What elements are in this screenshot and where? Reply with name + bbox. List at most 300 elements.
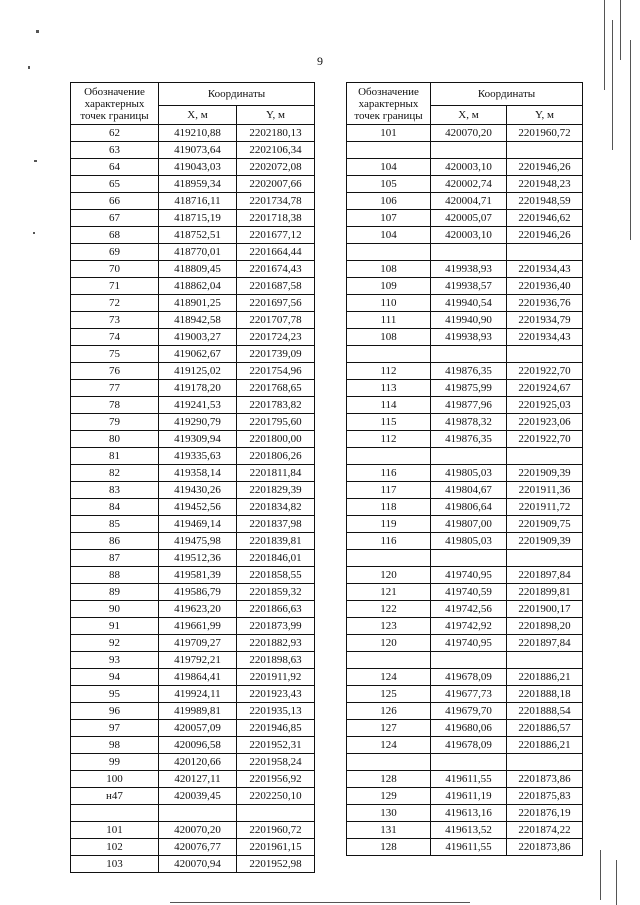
- scan-edge-line: [616, 860, 617, 905]
- x-coordinate-cell: [431, 448, 507, 465]
- point-id-cell: 112: [347, 431, 431, 448]
- x-coordinate-cell: [431, 346, 507, 363]
- x-coordinate-cell: 420039,45: [159, 788, 237, 805]
- y-coordinate-cell: 2201687,58: [237, 278, 315, 295]
- point-id-cell: 103: [71, 856, 159, 873]
- table-row: [71, 737, 315, 754]
- x-coordinate-cell: [431, 244, 507, 261]
- table-row: [71, 465, 315, 482]
- y-coordinate-cell: 2201718,38: [237, 210, 315, 227]
- point-id-cell: 75: [71, 346, 159, 363]
- point-id-cell: 127: [347, 720, 431, 737]
- x-coordinate-cell: 419709,27: [159, 635, 237, 652]
- x-coordinate-cell: [431, 754, 507, 771]
- point-id-cell: 111: [347, 312, 431, 329]
- point-id-cell: 91: [71, 618, 159, 635]
- point-id-cell: 76: [71, 363, 159, 380]
- x-coordinate-cell: 420002,74: [431, 176, 507, 193]
- point-id-cell: 97: [71, 720, 159, 737]
- y-coordinate-cell: 2201888,18: [507, 686, 583, 703]
- table-row: [71, 329, 315, 346]
- x-coordinate-cell: [431, 550, 507, 567]
- table-row: [347, 822, 583, 839]
- scan-edge-line: [600, 850, 601, 900]
- point-id-cell: 85: [71, 516, 159, 533]
- x-coordinate-cell: 419178,20: [159, 380, 237, 397]
- table-row: [71, 516, 315, 533]
- point-id-cell: 118: [347, 499, 431, 516]
- x-coordinate-cell: 419613,16: [431, 805, 507, 822]
- point-id-cell: 81: [71, 448, 159, 465]
- y-coordinate-cell: 2201946,62: [507, 210, 583, 227]
- point-id-cell: 120: [347, 635, 431, 652]
- y-coordinate-cell: 2201739,09: [237, 346, 315, 363]
- point-id-cell: 74: [71, 329, 159, 346]
- point-id-cell: 84: [71, 499, 159, 516]
- y-coordinate-cell: 2201873,86: [507, 839, 583, 856]
- x-coordinate-cell: 419989,81: [159, 703, 237, 720]
- y-coordinate-cell: 2201960,72: [507, 125, 583, 142]
- x-coordinate-cell: 419740,95: [431, 635, 507, 652]
- x-coordinate-cell: 418809,45: [159, 261, 237, 278]
- scan-edge-line: [612, 20, 613, 150]
- coordinates-table-right: [346, 82, 583, 856]
- y-coordinate-cell: 2201898,63: [237, 652, 315, 669]
- y-coordinate-cell: 2201873,86: [507, 771, 583, 788]
- table-row: [71, 142, 315, 159]
- table-row: [71, 652, 315, 669]
- table-row: [347, 329, 583, 346]
- point-id-cell: 117: [347, 482, 431, 499]
- point-id-cell: 116: [347, 533, 431, 550]
- x-coordinate-cell: 420076,77: [159, 839, 237, 856]
- point-id-cell: 94: [71, 669, 159, 686]
- x-coordinate-cell: 419792,21: [159, 652, 237, 669]
- table-row: [71, 703, 315, 720]
- table-row: [71, 720, 315, 737]
- scan-edge-line: [620, 0, 621, 60]
- table-row: [347, 839, 583, 856]
- table-row: [71, 448, 315, 465]
- x-coordinate-cell: 419679,70: [431, 703, 507, 720]
- point-id-cell: 104: [347, 227, 431, 244]
- x-header: X, м: [159, 106, 237, 125]
- table-row: [347, 482, 583, 499]
- table-row: [71, 397, 315, 414]
- y-coordinate-cell: [507, 550, 583, 567]
- x-coordinate-cell: 419804,67: [431, 482, 507, 499]
- y-coordinate-cell: 2201946,26: [507, 227, 583, 244]
- x-coordinate-cell: 419940,54: [431, 295, 507, 312]
- point-id-cell: 63: [71, 142, 159, 159]
- table-row: [71, 822, 315, 839]
- y-coordinate-cell: 2201664,44: [237, 244, 315, 261]
- x-coordinate-cell: 419742,92: [431, 618, 507, 635]
- x-coordinate-cell: 418716,11: [159, 193, 237, 210]
- table-row: [347, 550, 583, 567]
- scan-dot: [28, 66, 30, 69]
- point-id-cell: 101: [347, 125, 431, 142]
- table-row: [347, 652, 583, 669]
- table-row: [347, 771, 583, 788]
- y-coordinate-cell: 2201768,65: [237, 380, 315, 397]
- point-id-cell: [347, 142, 431, 159]
- y-coordinate-cell: 2202106,34: [237, 142, 315, 159]
- y-coordinate-cell: 2201674,43: [237, 261, 315, 278]
- point-id-cell: 71: [71, 278, 159, 295]
- x-coordinate-cell: 419740,59: [431, 584, 507, 601]
- point-id-cell: 72: [71, 295, 159, 312]
- x-coordinate-cell: 418862,04: [159, 278, 237, 295]
- x-coordinate-cell: 419876,35: [431, 431, 507, 448]
- table-row: [71, 805, 315, 822]
- y-coordinate-cell: 2201876,19: [507, 805, 583, 822]
- y-coordinate-cell: 2201724,23: [237, 329, 315, 346]
- table-row: [71, 176, 315, 193]
- y-coordinate-cell: 2201783,82: [237, 397, 315, 414]
- y-coordinate-cell: 2201697,56: [237, 295, 315, 312]
- point-id-cell: 83: [71, 482, 159, 499]
- table-row: [71, 618, 315, 635]
- y-coordinate-cell: 2201837,98: [237, 516, 315, 533]
- x-coordinate-cell: 419680,06: [431, 720, 507, 737]
- x-coordinate-cell: [159, 805, 237, 822]
- table-row: [347, 193, 583, 210]
- y-coordinate-cell: 2201886,57: [507, 720, 583, 737]
- point-id-cell: 120: [347, 567, 431, 584]
- table-row: [347, 584, 583, 601]
- x-coordinate-cell: 419309,94: [159, 431, 237, 448]
- point-id-cell: 105: [347, 176, 431, 193]
- point-id-cell: 102: [71, 839, 159, 856]
- x-coordinate-cell: 419003,27: [159, 329, 237, 346]
- point-id-cell: 98: [71, 737, 159, 754]
- x-coordinate-cell: 419938,57: [431, 278, 507, 295]
- coordinates-header: Координаты: [159, 83, 315, 106]
- table-row: [347, 669, 583, 686]
- x-coordinate-cell: 419290,79: [159, 414, 237, 431]
- y-coordinate-cell: 2201754,96: [237, 363, 315, 380]
- y-coordinate-cell: 2201909,39: [507, 533, 583, 550]
- point-id-cell: 121: [347, 584, 431, 601]
- table-row: [347, 397, 583, 414]
- y-coordinate-cell: 2201900,17: [507, 601, 583, 618]
- coordinates-table-left: [70, 82, 315, 873]
- table-row: [71, 244, 315, 261]
- table-row: [71, 227, 315, 244]
- y-coordinate-cell: 2201734,78: [237, 193, 315, 210]
- y-coordinate-cell: 2201924,67: [507, 380, 583, 397]
- y-coordinate-cell: 2202250,10: [237, 788, 315, 805]
- x-coordinate-cell: 419678,09: [431, 737, 507, 754]
- y-coordinate-cell: 2201961,15: [237, 839, 315, 856]
- y-coordinate-cell: 2201934,43: [507, 329, 583, 346]
- table-row: [347, 788, 583, 805]
- table-row: [347, 737, 583, 754]
- point-id-cell: 130: [347, 805, 431, 822]
- x-coordinate-cell: 420003,10: [431, 159, 507, 176]
- scan-dot: [34, 160, 37, 162]
- point-id-cell: 107: [347, 210, 431, 227]
- x-coordinate-cell: 418770,01: [159, 244, 237, 261]
- x-coordinate-cell: 420070,20: [159, 822, 237, 839]
- point-id-cell: 114: [347, 397, 431, 414]
- y-coordinate-cell: 2202072,08: [237, 159, 315, 176]
- point-id-cell: 88: [71, 567, 159, 584]
- x-coordinate-cell: 419125,02: [159, 363, 237, 380]
- x-coordinate-cell: 419241,53: [159, 397, 237, 414]
- y-coordinate-cell: 2201946,26: [507, 159, 583, 176]
- x-coordinate-cell: 418715,19: [159, 210, 237, 227]
- table-row: [347, 516, 583, 533]
- y-coordinate-cell: 2201795,60: [237, 414, 315, 431]
- point-id-cell: 126: [347, 703, 431, 720]
- point-id-cell: 131: [347, 822, 431, 839]
- point-id-cell: 89: [71, 584, 159, 601]
- x-coordinate-cell: 419877,96: [431, 397, 507, 414]
- x-coordinate-cell: 419876,35: [431, 363, 507, 380]
- y-coordinate-cell: 2201911,72: [507, 499, 583, 516]
- point-id-cell: 101: [71, 822, 159, 839]
- point-id-cell: 66: [71, 193, 159, 210]
- table-row: [347, 618, 583, 635]
- y-coordinate-cell: 2201909,39: [507, 465, 583, 482]
- point-id-cell: 128: [347, 771, 431, 788]
- table-row: [71, 669, 315, 686]
- x-coordinate-cell: 419924,11: [159, 686, 237, 703]
- point-id-cell: 80: [71, 431, 159, 448]
- table-row: [347, 720, 583, 737]
- x-coordinate-cell: 418901,25: [159, 295, 237, 312]
- y-coordinate-cell: 2201898,20: [507, 618, 583, 635]
- table-row: [71, 635, 315, 652]
- scan-dot: [33, 232, 35, 234]
- y-coordinate-cell: 2201811,84: [237, 465, 315, 482]
- y-coordinate-cell: [507, 244, 583, 261]
- point-id-cell: н47: [71, 788, 159, 805]
- y-coordinate-cell: 2201952,98: [237, 856, 315, 873]
- point-id-cell: 68: [71, 227, 159, 244]
- x-coordinate-cell: 419430,26: [159, 482, 237, 499]
- point-id-cell: 112: [347, 363, 431, 380]
- x-coordinate-cell: 420070,94: [159, 856, 237, 873]
- table-row: [347, 312, 583, 329]
- point-id-cell: [347, 448, 431, 465]
- y-coordinate-cell: 2202180,13: [237, 125, 315, 142]
- scan-dot: [36, 30, 39, 33]
- y-coordinate-cell: 2201935,13: [237, 703, 315, 720]
- x-coordinate-cell: 419677,73: [431, 686, 507, 703]
- y-coordinate-cell: 2201874,22: [507, 822, 583, 839]
- table-row: [71, 414, 315, 431]
- y-coordinate-cell: 2201948,23: [507, 176, 583, 193]
- y-coordinate-cell: 2201922,70: [507, 363, 583, 380]
- designation-header: Обозначение характерных точек границы: [71, 83, 159, 125]
- y-coordinate-cell: 2201923,43: [237, 686, 315, 703]
- x-coordinate-cell: 419805,03: [431, 465, 507, 482]
- y-coordinate-cell: 2201936,40: [507, 278, 583, 295]
- scan-edge-line: [630, 40, 631, 240]
- x-coordinate-cell: 419475,98: [159, 533, 237, 550]
- x-coordinate-cell: 419878,32: [431, 414, 507, 431]
- point-id-cell: 87: [71, 550, 159, 567]
- y-coordinate-cell: 2201886,21: [507, 669, 583, 686]
- x-coordinate-cell: 419452,56: [159, 499, 237, 516]
- y-coordinate-cell: 2201875,83: [507, 788, 583, 805]
- y-coordinate-cell: 2201956,92: [237, 771, 315, 788]
- point-id-cell: 100: [71, 771, 159, 788]
- x-header: X, м: [431, 106, 507, 125]
- x-coordinate-cell: 419611,55: [431, 839, 507, 856]
- point-id-cell: 96: [71, 703, 159, 720]
- y-coordinate-cell: 2201882,93: [237, 635, 315, 652]
- y-coordinate-cell: 2201897,84: [507, 567, 583, 584]
- table-row: [347, 295, 583, 312]
- y-coordinate-cell: 2201858,55: [237, 567, 315, 584]
- table-row: [71, 601, 315, 618]
- point-id-cell: 108: [347, 261, 431, 278]
- y-coordinate-cell: 2201834,82: [237, 499, 315, 516]
- table-row: [71, 839, 315, 856]
- table-row: [71, 431, 315, 448]
- x-coordinate-cell: 419938,93: [431, 329, 507, 346]
- point-id-cell: 78: [71, 397, 159, 414]
- point-id-cell: 73: [71, 312, 159, 329]
- x-coordinate-cell: 418959,34: [159, 176, 237, 193]
- x-coordinate-cell: 419043,03: [159, 159, 237, 176]
- point-id-cell: 79: [71, 414, 159, 431]
- y-coordinate-cell: 2201873,99: [237, 618, 315, 635]
- point-id-cell: 70: [71, 261, 159, 278]
- point-id-cell: 123: [347, 618, 431, 635]
- table-body: [347, 125, 583, 856]
- y-coordinate-cell: [507, 346, 583, 363]
- point-id-cell: 125: [347, 686, 431, 703]
- x-coordinate-cell: 419678,09: [431, 669, 507, 686]
- y-coordinate-cell: 2201899,81: [507, 584, 583, 601]
- table-row: [71, 125, 315, 142]
- y-coordinate-cell: 2201934,79: [507, 312, 583, 329]
- table-row: [347, 601, 583, 618]
- y-coordinate-cell: 2201707,78: [237, 312, 315, 329]
- y-coordinate-cell: 2201866,63: [237, 601, 315, 618]
- table-row: [347, 363, 583, 380]
- table-row: [347, 142, 583, 159]
- x-coordinate-cell: 419742,56: [431, 601, 507, 618]
- table-row: [347, 346, 583, 363]
- x-coordinate-cell: 419611,55: [431, 771, 507, 788]
- point-id-cell: 115: [347, 414, 431, 431]
- point-id-cell: 119: [347, 516, 431, 533]
- designation-header: Обозначение характерных точек границы: [347, 83, 431, 125]
- point-id-cell: 67: [71, 210, 159, 227]
- point-id-cell: 93: [71, 652, 159, 669]
- x-coordinate-cell: 419875,99: [431, 380, 507, 397]
- point-id-cell: 124: [347, 737, 431, 754]
- x-coordinate-cell: 419073,64: [159, 142, 237, 159]
- point-id-cell: 65: [71, 176, 159, 193]
- point-id-cell: 108: [347, 329, 431, 346]
- y-header: Y, м: [507, 106, 583, 125]
- point-id-cell: [347, 754, 431, 771]
- table-row: [347, 448, 583, 465]
- x-coordinate-cell: 419512,36: [159, 550, 237, 567]
- x-coordinate-cell: 419469,14: [159, 516, 237, 533]
- x-coordinate-cell: 420096,58: [159, 737, 237, 754]
- table-row: [71, 584, 315, 601]
- y-coordinate-cell: 2201800,00: [237, 431, 315, 448]
- point-id-cell: 113: [347, 380, 431, 397]
- x-coordinate-cell: 419805,03: [431, 533, 507, 550]
- x-coordinate-cell: 419586,79: [159, 584, 237, 601]
- point-id-cell: 109: [347, 278, 431, 295]
- table-row: [347, 635, 583, 652]
- point-id-cell: 116: [347, 465, 431, 482]
- point-id-cell: 128: [347, 839, 431, 856]
- y-coordinate-cell: 2201948,59: [507, 193, 583, 210]
- table-row: [71, 788, 315, 805]
- x-coordinate-cell: 419358,14: [159, 465, 237, 482]
- table-row: [71, 193, 315, 210]
- table-row: [71, 567, 315, 584]
- table-row: [347, 380, 583, 397]
- point-id-cell: 106: [347, 193, 431, 210]
- table-row: [71, 210, 315, 227]
- table-row: [347, 159, 583, 176]
- x-coordinate-cell: 420120,66: [159, 754, 237, 771]
- y-coordinate-cell: 2201897,84: [507, 635, 583, 652]
- y-coordinate-cell: 2201911,92: [237, 669, 315, 686]
- x-coordinate-cell: 419623,20: [159, 601, 237, 618]
- point-id-cell: [347, 652, 431, 669]
- y-coordinate-cell: [507, 448, 583, 465]
- y-coordinate-cell: [507, 754, 583, 771]
- table-row: [347, 244, 583, 261]
- y-coordinate-cell: 2201952,31: [237, 737, 315, 754]
- table-row: [71, 686, 315, 703]
- point-id-cell: 90: [71, 601, 159, 618]
- table-row: [347, 210, 583, 227]
- y-coordinate-cell: 2201923,06: [507, 414, 583, 431]
- table-row: [347, 261, 583, 278]
- y-coordinate-cell: 2201934,43: [507, 261, 583, 278]
- point-id-cell: 77: [71, 380, 159, 397]
- table-row: [347, 533, 583, 550]
- point-id-cell: 122: [347, 601, 431, 618]
- point-id-cell: [347, 346, 431, 363]
- y-coordinate-cell: 2201829,39: [237, 482, 315, 499]
- table-row: [347, 278, 583, 295]
- y-coordinate-cell: 2201922,70: [507, 431, 583, 448]
- x-coordinate-cell: 419611,19: [431, 788, 507, 805]
- point-id-cell: 64: [71, 159, 159, 176]
- point-id-cell: 99: [71, 754, 159, 771]
- x-coordinate-cell: 419661,99: [159, 618, 237, 635]
- y-coordinate-cell: 2201960,72: [237, 822, 315, 839]
- x-coordinate-cell: 418752,51: [159, 227, 237, 244]
- table-row: [347, 465, 583, 482]
- y-coordinate-cell: 2201925,03: [507, 397, 583, 414]
- point-id-cell: 82: [71, 465, 159, 482]
- point-id-cell: [347, 244, 431, 261]
- table-row: [71, 856, 315, 873]
- table-row: [71, 159, 315, 176]
- point-id-cell: 62: [71, 125, 159, 142]
- point-id-cell: [347, 550, 431, 567]
- y-header: Y, м: [237, 106, 315, 125]
- x-coordinate-cell: 419062,67: [159, 346, 237, 363]
- scan-edge-line: [170, 902, 470, 903]
